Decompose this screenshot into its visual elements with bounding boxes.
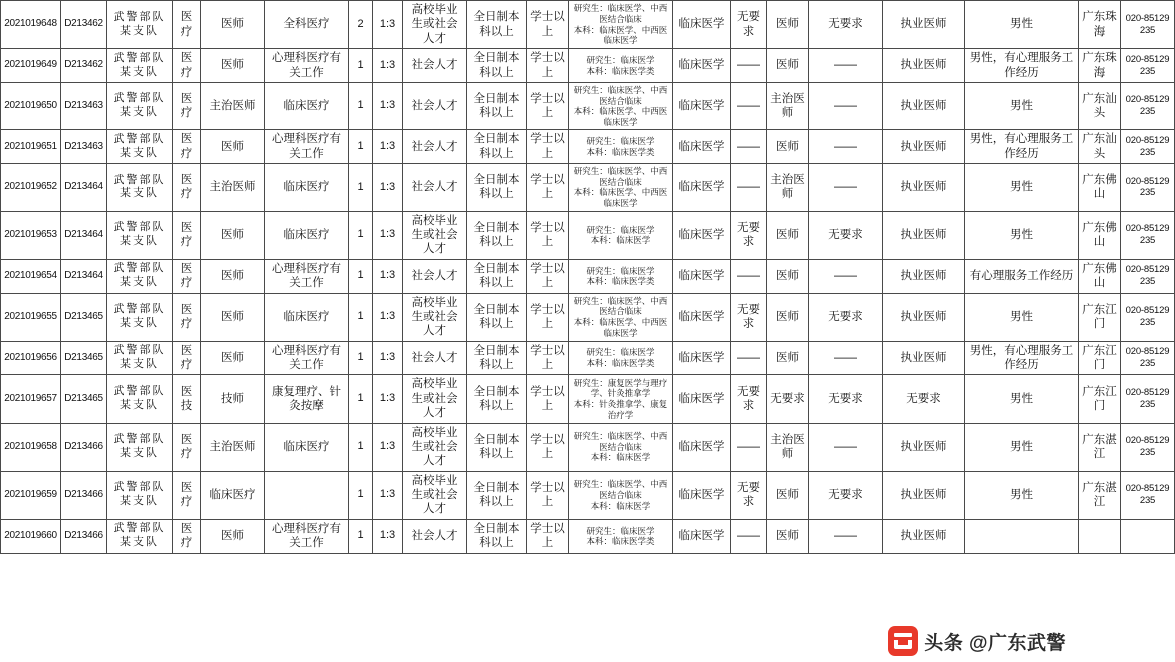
cell-phone: 020-85129235 (1121, 82, 1175, 130)
cell-unit_name: 武警部队某支队 (107, 519, 173, 553)
cell-title_req: 无要求 (731, 471, 767, 519)
cell-candidate_type: 高校毕业生或社会人才 (403, 423, 467, 471)
cell-unit_code: D213462 (61, 49, 107, 83)
cell-code: 2021019648 (1, 1, 61, 49)
cell-education: 全日制本科以上 (467, 259, 527, 293)
cell-phone: 020-85129235 (1121, 130, 1175, 164)
cell-other (965, 519, 1079, 553)
cell-location: 广东江门 (1079, 341, 1121, 375)
cell-qualification: 主治医师 (767, 423, 809, 471)
cell-category: 医疗 (173, 293, 201, 341)
cell-location: 广东珠海 (1079, 49, 1121, 83)
cell-job_title: 医师 (201, 259, 265, 293)
cell-major_class: 临床医学 (673, 82, 731, 130)
cell-practice_req: 无要求 (809, 293, 883, 341)
cell-location: 广东珠海 (1079, 1, 1121, 49)
cell-other: 男性 (965, 211, 1079, 259)
cell-title_req: 无要求 (731, 1, 767, 49)
cell-category: 医疗 (173, 211, 201, 259)
cell-license: 无要求 (883, 375, 965, 423)
table-row (1, 82, 1175, 130)
cell-license: 执业医师 (883, 423, 965, 471)
cell-category: 医疗 (173, 519, 201, 553)
cell-location: 广东佛山 (1079, 259, 1121, 293)
cell-qualification: 主治医师 (767, 82, 809, 130)
cell-unit_code: D213466 (61, 519, 107, 553)
cell-major_class: 临床医学 (673, 293, 731, 341)
cell-license: 执业医师 (883, 471, 965, 519)
table-row (1, 49, 1175, 83)
table-row (1, 1, 1175, 49)
cell-unit_name: 武警部队某支队 (107, 341, 173, 375)
cell-job_title: 主治医师 (201, 164, 265, 212)
cell-practice_req: —— (809, 49, 883, 83)
cell-major: 研究生：临床医学、中西医结合临床 本科：临床医学、中西医临床医学 (569, 293, 673, 341)
cell-category: 医疗 (173, 1, 201, 49)
cell-other: 男性 (965, 293, 1079, 341)
cell-unit_name: 武警部队某支队 (107, 293, 173, 341)
cell-license: 执业医师 (883, 130, 965, 164)
cell-unit_name: 武警部队某支队 (107, 49, 173, 83)
cell-other: 男性 (965, 1, 1079, 49)
cell-education: 全日制本科以上 (467, 211, 527, 259)
cell-location: 广东汕头 (1079, 130, 1121, 164)
cell-candidate_type: 高校毕业生或社会人才 (403, 211, 467, 259)
cell-practice_req: —— (809, 259, 883, 293)
cell-location: 广东江门 (1079, 293, 1121, 341)
cell-job_duty: 康复理疗、针灸按摩 (265, 375, 349, 423)
cell-candidate_type: 社会人才 (403, 49, 467, 83)
cell-unit_code: D213462 (61, 1, 107, 49)
cell-unit_name: 武警部队某支队 (107, 164, 173, 212)
cell-unit_code: D213466 (61, 423, 107, 471)
table-row (1, 164, 1175, 212)
cell-phone: 020-85129235 (1121, 259, 1175, 293)
cell-major: 研究生：临床医学 本科：临床医学类 (569, 519, 673, 553)
cell-ratio: 1:3 (373, 211, 403, 259)
cell-license: 执业医师 (883, 293, 965, 341)
cell-practice_req: 无要求 (809, 471, 883, 519)
cell-category: 医疗 (173, 423, 201, 471)
cell-job_title: 临床医疗 (201, 471, 265, 519)
cell-ratio: 1:3 (373, 375, 403, 423)
cell-degree: 学士以上 (527, 375, 569, 423)
cell-unit_code: D213464 (61, 259, 107, 293)
cell-license: 执业医师 (883, 164, 965, 212)
cell-education: 全日制本科以上 (467, 1, 527, 49)
cell-education: 全日制本科以上 (467, 293, 527, 341)
cell-unit_name: 武警部队某支队 (107, 259, 173, 293)
table-row (1, 259, 1175, 293)
cell-degree: 学士以上 (527, 259, 569, 293)
cell-education: 全日制本科以上 (467, 341, 527, 375)
cell-qualification: 医师 (767, 293, 809, 341)
cell-job_title: 技师 (201, 375, 265, 423)
cell-practice_req: —— (809, 519, 883, 553)
table-row (1, 130, 1175, 164)
table-row (1, 211, 1175, 259)
cell-ratio: 1:3 (373, 82, 403, 130)
cell-practice_req: —— (809, 341, 883, 375)
cell-major_class: 临床医学 (673, 1, 731, 49)
cell-unit_code: D213466 (61, 471, 107, 519)
cell-count: 1 (349, 130, 373, 164)
cell-unit_code: D213463 (61, 130, 107, 164)
cell-education: 全日制本科以上 (467, 375, 527, 423)
cell-title_req: 无要求 (731, 293, 767, 341)
cell-candidate_type: 社会人才 (403, 259, 467, 293)
cell-code: 2021019660 (1, 519, 61, 553)
cell-category: 医疗 (173, 164, 201, 212)
cell-unit_code: D213464 (61, 164, 107, 212)
cell-other: 男性 (965, 423, 1079, 471)
cell-major: 研究生：临床医学、中西医结合临床 本科：临床医学、中西医临床医学 (569, 164, 673, 212)
cell-major: 研究生：临床医学 本科：临床医学类 (569, 130, 673, 164)
cell-other: 男性 (965, 375, 1079, 423)
cell-degree: 学士以上 (527, 49, 569, 83)
cell-ratio: 1:3 (373, 49, 403, 83)
cell-location: 广东佛山 (1079, 164, 1121, 212)
cell-title_req: —— (731, 519, 767, 553)
cell-title_req: 无要求 (731, 375, 767, 423)
cell-degree: 学士以上 (527, 293, 569, 341)
cell-phone: 020-85129235 (1121, 164, 1175, 212)
cell-practice_req: —— (809, 130, 883, 164)
cell-unit_name: 武警部队某支队 (107, 471, 173, 519)
cell-other: 男性，有心理服务工作经历 (965, 49, 1079, 83)
cell-other: 男性 (965, 82, 1079, 130)
cell-qualification: 医师 (767, 471, 809, 519)
cell-major_class: 临床医学 (673, 259, 731, 293)
cell-qualification: 医师 (767, 259, 809, 293)
cell-location: 广东佛山 (1079, 211, 1121, 259)
table-row (1, 341, 1175, 375)
cell-major: 研究生：临床医学 本科：临床医学类 (569, 341, 673, 375)
cell-title_req: —— (731, 423, 767, 471)
cell-unit_name: 武警部队某支队 (107, 423, 173, 471)
cell-job_title: 医师 (201, 130, 265, 164)
cell-phone: 020-85129235 (1121, 211, 1175, 259)
cell-major_class: 临床医学 (673, 164, 731, 212)
cell-code: 2021019657 (1, 375, 61, 423)
cell-degree: 学士以上 (527, 164, 569, 212)
toutiao-logo-icon (888, 626, 918, 656)
cell-unit_name: 武警部队某支队 (107, 1, 173, 49)
cell-location: 广东汕头 (1079, 82, 1121, 130)
cell-count: 1 (349, 341, 373, 375)
cell-candidate_type: 社会人才 (403, 130, 467, 164)
cell-qualification: 医师 (767, 519, 809, 553)
cell-practice_req: 无要求 (809, 375, 883, 423)
cell-degree: 学士以上 (527, 423, 569, 471)
cell-category: 医疗 (173, 471, 201, 519)
cell-education: 全日制本科以上 (467, 471, 527, 519)
cell-code: 2021019650 (1, 82, 61, 130)
cell-qualification: 无要求 (767, 375, 809, 423)
cell-job_title: 医师 (201, 293, 265, 341)
table-row (1, 293, 1175, 341)
cell-degree: 学士以上 (527, 471, 569, 519)
cell-qualification: 医师 (767, 49, 809, 83)
cell-job_duty: 心理科医疗有关工作 (265, 259, 349, 293)
cell-license: 执业医师 (883, 1, 965, 49)
cell-phone: 020-85129235 (1121, 49, 1175, 83)
cell-ratio: 1:3 (373, 293, 403, 341)
cell-count: 2 (349, 1, 373, 49)
cell-job_title: 医师 (201, 1, 265, 49)
cell-category: 医疗 (173, 49, 201, 83)
cell-candidate_type: 社会人才 (403, 341, 467, 375)
cell-ratio: 1:3 (373, 1, 403, 49)
cell-category: 医疗 (173, 130, 201, 164)
cell-practice_req: —— (809, 423, 883, 471)
table-body (1, 1, 1175, 554)
cell-license: 执业医师 (883, 211, 965, 259)
cell-major: 研究生：临床医学、中西医结合临床 本科：临床医学、中西医临床医学 (569, 1, 673, 49)
cell-ratio: 1:3 (373, 423, 403, 471)
cell-category: 医疗 (173, 259, 201, 293)
cell-practice_req: —— (809, 164, 883, 212)
cell-major_class: 临床医学 (673, 211, 731, 259)
table-row (1, 471, 1175, 519)
cell-count: 1 (349, 519, 373, 553)
cell-job_title: 医师 (201, 49, 265, 83)
cell-job_duty: 心理科医疗有关工作 (265, 49, 349, 83)
cell-phone: 020-85129235 (1121, 341, 1175, 375)
cell-ratio: 1:3 (373, 471, 403, 519)
cell-license: 执业医师 (883, 341, 965, 375)
cell-unit_code: D213465 (61, 341, 107, 375)
cell-code: 2021019651 (1, 130, 61, 164)
cell-code: 2021019649 (1, 49, 61, 83)
cell-count: 1 (349, 164, 373, 212)
cell-location: 广东湛江 (1079, 471, 1121, 519)
cell-job_duty: 临床医疗 (265, 211, 349, 259)
cell-candidate_type: 高校毕业生或社会人才 (403, 471, 467, 519)
cell-license: 执业医师 (883, 49, 965, 83)
cell-job_duty (265, 471, 349, 519)
cell-title_req: —— (731, 82, 767, 130)
cell-ratio: 1:3 (373, 164, 403, 212)
cell-major_class: 临床医学 (673, 423, 731, 471)
cell-degree: 学士以上 (527, 341, 569, 375)
cell-code: 2021019658 (1, 423, 61, 471)
cell-other: 有心理服务工作经历 (965, 259, 1079, 293)
cell-major_class: 临床医学 (673, 130, 731, 164)
cell-ratio: 1:3 (373, 341, 403, 375)
cell-count: 1 (349, 375, 373, 423)
cell-job_duty: 全科医疗 (265, 1, 349, 49)
cell-degree: 学士以上 (527, 519, 569, 553)
cell-major: 研究生：临床医学、中西医结合临床 本科：临床医学 (569, 471, 673, 519)
cell-job_title: 医师 (201, 211, 265, 259)
cell-unit_name: 武警部队某支队 (107, 130, 173, 164)
cell-major: 研究生：临床医学 本科：临床医学 (569, 211, 673, 259)
cell-education: 全日制本科以上 (467, 519, 527, 553)
cell-location (1079, 519, 1121, 553)
cell-qualification: 医师 (767, 1, 809, 49)
cell-phone: 020-85129235 (1121, 1, 1175, 49)
cell-candidate_type: 社会人才 (403, 164, 467, 212)
cell-title_req: —— (731, 130, 767, 164)
cell-unit_code: D213463 (61, 82, 107, 130)
cell-job_duty: 心理科医疗有关工作 (265, 341, 349, 375)
cell-code: 2021019656 (1, 341, 61, 375)
cell-code: 2021019659 (1, 471, 61, 519)
cell-license: 执业医师 (883, 519, 965, 553)
cell-title_req: —— (731, 259, 767, 293)
cell-location: 广东湛江 (1079, 423, 1121, 471)
cell-unit_code: D213465 (61, 293, 107, 341)
cell-job_duty: 心理科医疗有关工作 (265, 519, 349, 553)
cell-unit_code: D213464 (61, 211, 107, 259)
cell-education: 全日制本科以上 (467, 164, 527, 212)
cell-license: 执业医师 (883, 259, 965, 293)
cell-candidate_type: 社会人才 (403, 519, 467, 553)
cell-ratio: 1:3 (373, 130, 403, 164)
watermark-text: 头条 @广东武警 (924, 632, 1066, 654)
cell-other: 男性 (965, 471, 1079, 519)
cell-job_title: 医师 (201, 519, 265, 553)
cell-qualification: 医师 (767, 130, 809, 164)
cell-degree: 学士以上 (527, 130, 569, 164)
cell-education: 全日制本科以上 (467, 82, 527, 130)
cell-job_duty: 临床医疗 (265, 164, 349, 212)
cell-code: 2021019654 (1, 259, 61, 293)
cell-location: 广东江门 (1079, 375, 1121, 423)
cell-candidate_type: 高校毕业生或社会人才 (403, 375, 467, 423)
cell-code: 2021019655 (1, 293, 61, 341)
cell-major: 研究生：临床医学 本科：临床医学类 (569, 49, 673, 83)
table-row (1, 375, 1175, 423)
watermark (888, 626, 1066, 656)
cell-practice_req: —— (809, 82, 883, 130)
cell-other: 男性，有心理服务工作经历 (965, 341, 1079, 375)
cell-phone (1121, 519, 1175, 553)
cell-major: 研究生：康复医学与理疗学、针灸推拿学 本科：针灸推拿学、康复治疗学 (569, 375, 673, 423)
cell-title_req: —— (731, 341, 767, 375)
cell-job_title: 医师 (201, 341, 265, 375)
cell-category: 医疗 (173, 82, 201, 130)
cell-candidate_type: 社会人才 (403, 82, 467, 130)
cell-code: 2021019652 (1, 164, 61, 212)
cell-count: 1 (349, 211, 373, 259)
cell-other: 男性，有心理服务工作经历 (965, 130, 1079, 164)
cell-major_class: 临床医学 (673, 519, 731, 553)
cell-education: 全日制本科以上 (467, 423, 527, 471)
cell-count: 1 (349, 259, 373, 293)
table-row (1, 519, 1175, 553)
cell-count: 1 (349, 82, 373, 130)
cell-major: 研究生：临床医学、中西医结合临床 本科：临床医学 (569, 423, 673, 471)
cell-title_req: 无要求 (731, 211, 767, 259)
cell-practice_req: 无要求 (809, 211, 883, 259)
cell-job_duty: 临床医疗 (265, 293, 349, 341)
cell-count: 1 (349, 293, 373, 341)
cell-candidate_type: 高校毕业生或社会人才 (403, 1, 467, 49)
cell-job_title: 主治医师 (201, 82, 265, 130)
table-row (1, 423, 1175, 471)
cell-degree: 学士以上 (527, 211, 569, 259)
cell-ratio: 1:3 (373, 519, 403, 553)
cell-qualification: 医师 (767, 341, 809, 375)
cell-phone: 020-85129235 (1121, 423, 1175, 471)
cell-candidate_type: 高校毕业生或社会人才 (403, 293, 467, 341)
cell-education: 全日制本科以上 (467, 49, 527, 83)
cell-degree: 学士以上 (527, 82, 569, 130)
cell-education: 全日制本科以上 (467, 130, 527, 164)
cell-unit_name: 武警部队某支队 (107, 211, 173, 259)
cell-job_duty: 临床医疗 (265, 423, 349, 471)
cell-practice_req: 无要求 (809, 1, 883, 49)
cell-job_duty: 临床医疗 (265, 82, 349, 130)
cell-major_class: 临床医学 (673, 49, 731, 83)
cell-job_title: 主治医师 (201, 423, 265, 471)
cell-qualification: 医师 (767, 211, 809, 259)
cell-qualification: 主治医师 (767, 164, 809, 212)
cell-other: 男性 (965, 164, 1079, 212)
cell-job_duty: 心理科医疗有关工作 (265, 130, 349, 164)
cell-count: 1 (349, 49, 373, 83)
cell-major: 研究生：临床医学、中西医结合临床 本科：临床医学、中西医临床医学 (569, 82, 673, 130)
cell-phone: 020-85129235 (1121, 375, 1175, 423)
cell-major_class: 临床医学 (673, 341, 731, 375)
cell-category: 医疗 (173, 341, 201, 375)
cell-unit_code: D213465 (61, 375, 107, 423)
cell-unit_name: 武警部队某支队 (107, 375, 173, 423)
cell-ratio: 1:3 (373, 259, 403, 293)
cell-major_class: 临床医学 (673, 471, 731, 519)
cell-degree: 学士以上 (527, 1, 569, 49)
cell-phone: 020-85129235 (1121, 293, 1175, 341)
cell-major: 研究生：临床医学 本科：临床医学类 (569, 259, 673, 293)
cell-license: 执业医师 (883, 82, 965, 130)
cell-phone: 020-85129235 (1121, 471, 1175, 519)
cell-category: 医技 (173, 375, 201, 423)
cell-unit_name: 武警部队某支队 (107, 82, 173, 130)
cell-major_class: 临床医学 (673, 375, 731, 423)
cell-count: 1 (349, 423, 373, 471)
cell-count: 1 (349, 471, 373, 519)
cell-title_req: —— (731, 164, 767, 212)
cell-title_req: —— (731, 49, 767, 83)
cell-code: 2021019653 (1, 211, 61, 259)
